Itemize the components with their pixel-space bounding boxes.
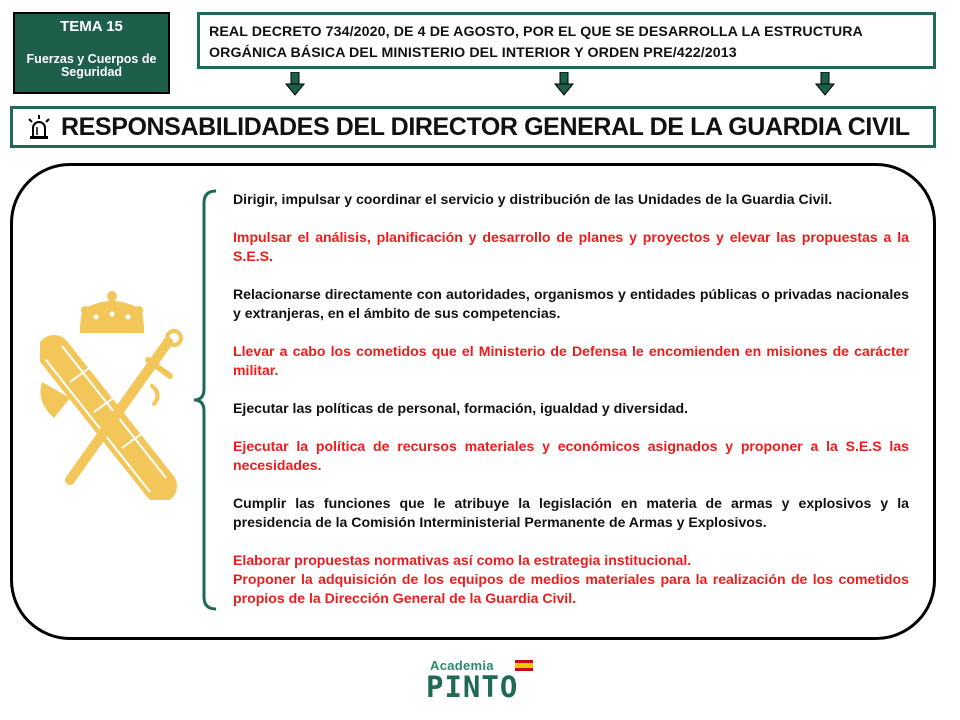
brace-bracket [190, 189, 220, 611]
page-title: RESPONSABILIDADES DEL DIRECTOR GENERAL DE LA GUARDIA CIVIL [61, 113, 910, 141]
decree-header: REAL DECRETO 734/2020, DE 4 DE AGOSTO, POR EL QUE SE DESARROLLA LA ESTRUCTURA ORGÁNICA BÁSICA DEL MINISTERIO DEL INTERIOR Y ORDEN PRE/422/2013 [197, 12, 936, 69]
list-item: Ejecutar la política de recursos materiales y económicos asignados y proponer a la S.E.S las necesidades. [233, 438, 909, 473]
list-item: Relacionarse directamente con autoridades, organismos y entidades públicas o privadas nacionales y extranjeras, en el ámbito de sus competencias. [233, 286, 909, 321]
tema-subtitle: Fuerzas y Cuerpos de Seguridad [26, 52, 157, 79]
list-item: Ejecutar las políticas de personal, formación, igualdad y diversidad. [233, 400, 689, 416]
section-title [10, 106, 936, 148]
siren-icon [26, 114, 52, 140]
tema-badge [13, 12, 170, 94]
list-item: Cumplir las funciones que le atribuye la legislación en materia de armas y explosivos y la presidencia de la Comisión Interministerial Permanente de Armas y Explosivos. [233, 495, 909, 530]
guardia-civil-emblem [40, 290, 185, 500]
list-item: Proponer la adquisición de los equipos de medios materiales para la realización de los cometidos propios de la Dirección General de la Guardia Civil. [233, 571, 909, 606]
academia-pinto-logo [420, 656, 540, 702]
list-item: Dirigir, impulsar y coordinar el servicio y distribución de las Unidades de la Guardia Civil. [233, 191, 833, 207]
tema-number: TEMA 15 [60, 18, 123, 35]
list-item: Elaborar propuestas normativas así como la estrategia institucional. [233, 552, 692, 568]
down-arrow-icon [815, 72, 835, 96]
down-arrow-icon [554, 72, 574, 96]
list-item: Llevar a cabo los cometidos que el Ministerio de Defensa le encomienden en misiones de carácter militar. [233, 343, 909, 378]
down-arrow-icon [285, 72, 305, 96]
logo-pinto-text: PINTO [426, 670, 519, 704]
list-item: Impulsar el análisis, planificación y desarrollo de planes y proyectos y elevar las propuestas a la S.E.S. [233, 229, 909, 264]
responsibilities-list [233, 190, 909, 608]
logo-academia-text: Academia [430, 658, 494, 673]
